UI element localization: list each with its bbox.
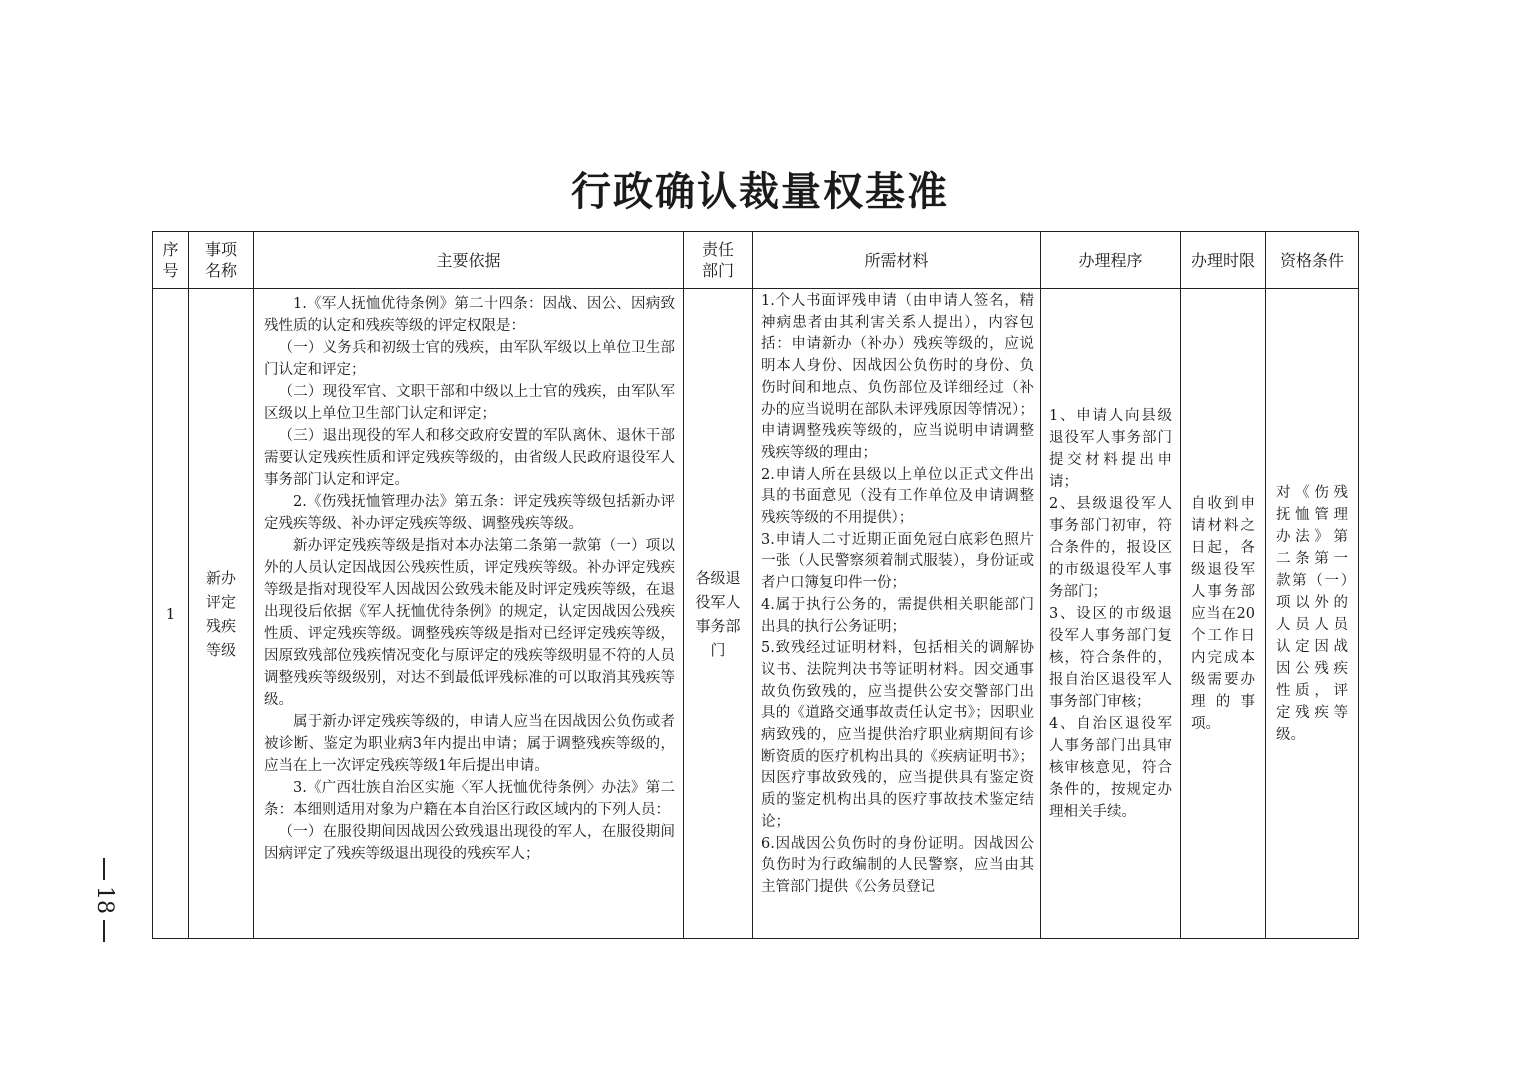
basis-paragraph: 属于新办评定残疾等级的，申请人应当在因战因公负伤或者被诊断、鉴定为职业病3年内提出申请；属于调整残疾等级的，应当在上一次评定残疾等级1年后提出申请。	[264, 714, 675, 774]
row-basis-cell	[254, 289, 684, 939]
page-number-dash	[103, 920, 105, 942]
table-row	[153, 289, 1359, 939]
row-dept-cell	[684, 289, 753, 939]
materials-text	[753, 291, 1040, 936]
basis-paragraph: （三）退出现役的军人和移交政府安置的军队离休、退休干部需要认定残疾性质和评定残疾等级的，由省级人民政府退役军人事务部门认定和评定。	[264, 428, 675, 488]
material-item: 1.个人书面评残申请（由申请人签名，精神病患者由其利害关系人提出），内容包括：申请新办（补办）残疾等级的，应说明本人身份、因战因公负伤时的身份、负伤时间和地点、负伤部位及详细经过（补办的应当说明在部队未评残原因等情况）；申请调整残疾等级的，应当说明申请调整残疾等级的理由；	[761, 293, 1034, 461]
row-item-name: 新办评定残疾等级	[205, 568, 236, 659]
procedure-text	[1041, 405, 1180, 823]
material-item: 3.申请人二寸近期正面免冠白底彩色照片一张（人民警察须着制式服装），身份证或者户口簿复印件一份；	[761, 531, 1034, 592]
page-number-dash	[103, 858, 105, 880]
header-materials: 所需材料	[753, 232, 1041, 289]
header-seq: 序号	[153, 232, 189, 289]
row-dept: 各级退役军人事务部门	[695, 568, 741, 659]
procedure-step: 3、设区的市级退役军人事务部门复核，符合条件的，报自治区退役军人事务部门审核；	[1049, 605, 1172, 710]
basis-paragraph: （一）在服役期间因战因公致残退出现役的军人，在服役期间因病评定了残疾等级退出现役的残疾军人；	[264, 824, 675, 862]
material-item: 5.致残经过证明材料，包括相关的调解协议书、法院判决书等证明材料。因交通事故负伤致残的，应当提供公安交警部门出具的《道路交通事故责任认定书》；因职业病致残的，应当提供治疗职业病期间有诊断资质的医疗机构出具的《疾病证明书》；因医疗事故致残的，应当提供具有鉴定资质的鉴定机构出具的医疗事故技术鉴定结论；	[761, 640, 1034, 830]
basis-paragraph: 1.《军人抚恤优待条例》第二十四条：因战、因公、因病致残性质的认定和残疾等级的评定权限是：	[264, 296, 675, 334]
procedure-step: 2、县级退役军人事务部门初审，符合条件的，报设区的市级退役军人事务部门；	[1049, 495, 1172, 600]
basis-paragraph: （一）义务兵和初级士官的残疾，由军队军级以上单位卫生部门认定和评定；	[264, 340, 675, 378]
basis-text	[254, 289, 683, 938]
qualification-text: 对《伤残抚恤管理办法》第二条第一款第（一）项以外的人员人员认定因战因公残疾性质，评定残疾等级。	[1276, 484, 1348, 743]
material-item: 4.属于执行公务的，需提供相关职能部门出具的执行公务证明；	[761, 596, 1034, 635]
material-item: 6.因战因公负伤时的身份证明。因战因公负伤时为行政编制的人民警察，应当由其主管部门提供《公务员登记	[761, 835, 1034, 895]
page-number-text: 18	[92, 886, 117, 914]
header-dept: 责任部门	[684, 232, 753, 289]
row-procedure-cell	[1041, 289, 1181, 939]
row-item-name-cell	[189, 289, 254, 939]
procedure-step: 1、申请人向县级退役军人事务部门提交材料提出申请；	[1049, 407, 1172, 490]
header-procedure: 办理程序	[1041, 232, 1181, 289]
basis-paragraph: （二）现役军官、文职干部和中级以上士官的残疾，由军队军区级以上单位卫生部门认定和评定；	[264, 384, 675, 422]
row-materials-cell	[753, 289, 1041, 939]
row-seq: 1	[153, 289, 189, 939]
header-name: 事项名称	[189, 232, 254, 289]
header-time-limit: 办理时限	[1181, 232, 1266, 289]
basis-paragraph: 新办评定残疾等级是指对本办法第二条第一款第（一）项以外的人员认定因战因公残疾性质，评定残疾等级。补办评定残疾等级是指对现役军人因战因公致残未能及时评定残疾等级，在退出现役后依据《军人抚恤优待条例》的规定，认定因战因公残疾性质、评定残疾等级。调整残疾等级是指对已经评定残疾等级，因原致残部位残疾情况变化与原评定的残疾等级明显不符的人员调整残疾等级级别，对达不到最低评残标准的可以取消其残疾等级。	[264, 538, 675, 708]
page-number	[92, 858, 116, 958]
procedure-step: 4、自治区退役军人事务部门出具审核审核意见，符合条件的，按规定办理相关手续。	[1049, 715, 1172, 820]
basis-paragraph: 2.《伤残抚恤管理办法》第五条：评定残疾等级包括新办评定残疾等级、补办评定残疾等级、调整残疾等级。	[264, 494, 675, 532]
page-title: 行政确认裁量权基准	[571, 168, 949, 215]
material-item: 2.申请人所在县级以上单位以正式文件出具的书面意见（没有工作单位及申请调整残疾等级的不用提供）；	[761, 466, 1034, 527]
row-qualification-cell	[1266, 289, 1359, 939]
basis-paragraph: 3.《广西壮族自治区实施〈军人抚恤优待条例〉办法》第二条：本细则适用对象为户籍在本自治区行政区域内的下列人员：	[264, 780, 675, 818]
row-time-limit-cell	[1181, 289, 1266, 939]
discretion-standard-table	[152, 231, 1359, 939]
header-qualification: 资格条件	[1266, 232, 1359, 289]
header-basis: 主要依据	[254, 232, 684, 289]
table-header-row	[153, 232, 1359, 289]
time-limit-text: 自收到申请材料之日起，各级退役军人事务部应当在20个工作日内完成本级需要办理的事项。	[1191, 495, 1255, 732]
